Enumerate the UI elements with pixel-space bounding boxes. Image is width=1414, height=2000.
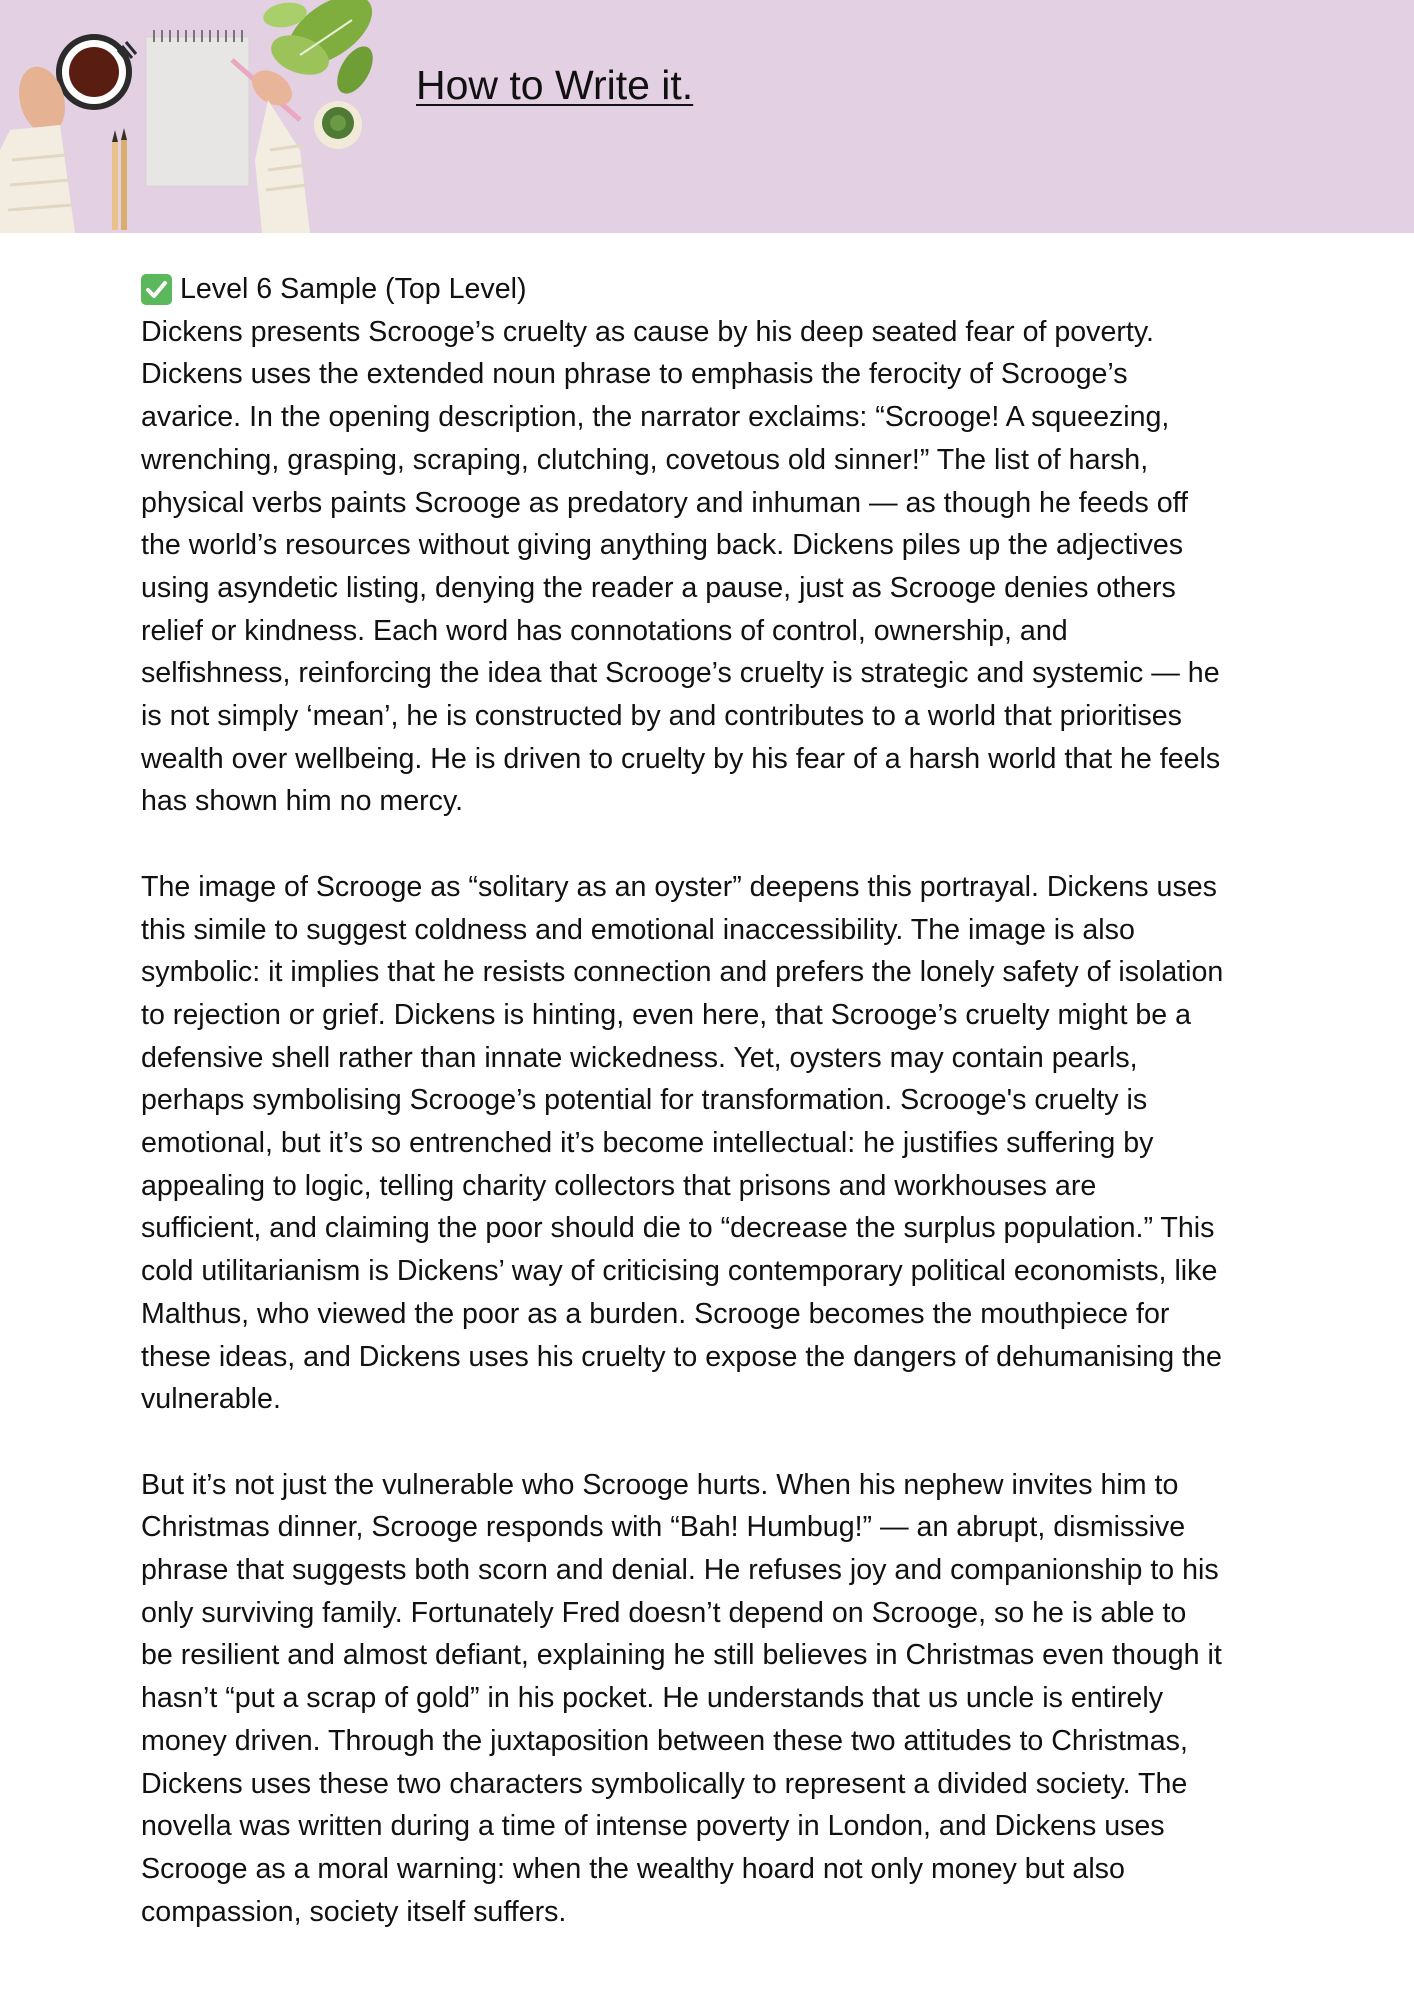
paragraph-1: Dickens presents Scrooge’s cruelty as cause by his deep seated fear of poverty. Dickens uses the extended noun phrase to emphasis the ferocity of Scrooge’s avarice. In the opening description, the narrator exclaims: “Scrooge! A squeezing, wrenching, grasping, scraping, clutching, covetous old sinner!” The list of harsh, physical verbs paints Scrooge as predatory and inhuman — as though he feeds off the world’s resources without giving anything back. Dickens piles up the adjectives using asyndetic listing, denying the reader a pause, just as Scrooge denies others relief or kindness. Each word has connotations of control, ownership, and selfishness, reinforcing the idea that Scrooge’s cruelty is strategic and systemic — he is not simply ‘mean’, he is constructed by and contributes to a world that prioritises wealth over wellbeing. He is driven to cruelty by his fear of a harsh world that he feels has shown him no mercy. <box>141 315 1221 818</box>
sample-heading <box>141 268 1321 311</box>
page-title: How to Write it. <box>416 62 694 108</box>
coffee-cup-icon <box>56 34 136 110</box>
green-check-icon <box>141 274 172 305</box>
pencils-icon <box>112 128 127 230</box>
desk-illustration <box>0 0 390 233</box>
header-banner <box>0 0 1414 233</box>
sample-heading-text: Level 6 Sample (Top Level) <box>180 273 527 305</box>
notepad-icon <box>146 30 249 186</box>
paragraph-2: The image of Scrooge as “solitary as an oyster” deepens this portrayal. Dickens uses this simile to suggest coldness and emotional inaccessibility. The image is also symbolic: it implies that he resists connection and prefers the lonely safety of isolation to rejection or grief. Dickens is hinting, even here, that Scrooge’s cruelty might be a defensive shell rather than innate wickedness. Yet, oysters may contain pearls, perhaps symbolising Scrooge’s potential for transformation. Scrooge's cruelty is emotional, but it’s so entrenched it’s become intellectual: he justifies suffering by appealing to logic, telling charity collectors that prisons and workhouses are sufficient, and claiming the poor should die to “decrease the surplus population.” This cold utilitarianism is Dickens’ way of criticising contemporary political economists, like Malthus, who viewed the poor as a burden. Scrooge becomes the mouthpiece for these ideas, and Dickens uses his cruelty to expose the dangers of dehumanising the vulnerable. <box>141 870 1224 1416</box>
paragraph-3: But it’s not just the vulnerable who Scrooge hurts. When his nephew invites him to Christmas dinner, Scrooge responds with “Bah! Humbug!” — an abrupt, dismissive phrase that suggests both scorn and denial. He refuses joy and companionship to his only surviving family. Fortunately Fred doesn’t depend on Scrooge, so he is able to be resilient and almost defiant, explaining he still believes in Christmas even though it hasn’t “put a scrap of gold” in his pocket. He understands that us uncle is entirely money driven. Through the juxtaposition between these two attitudes to Christmas, Dickens uses these two characters symbolically to represent a divided society. The novella was written during a time of intense poverty in London, and Dickens uses Scrooge as a moral warning: when the wealthy hoard not only money but also compassion, society itself suffers. <box>141 1468 1222 1928</box>
succulent-pot-icon <box>314 101 362 149</box>
document-body <box>141 268 1321 1976</box>
